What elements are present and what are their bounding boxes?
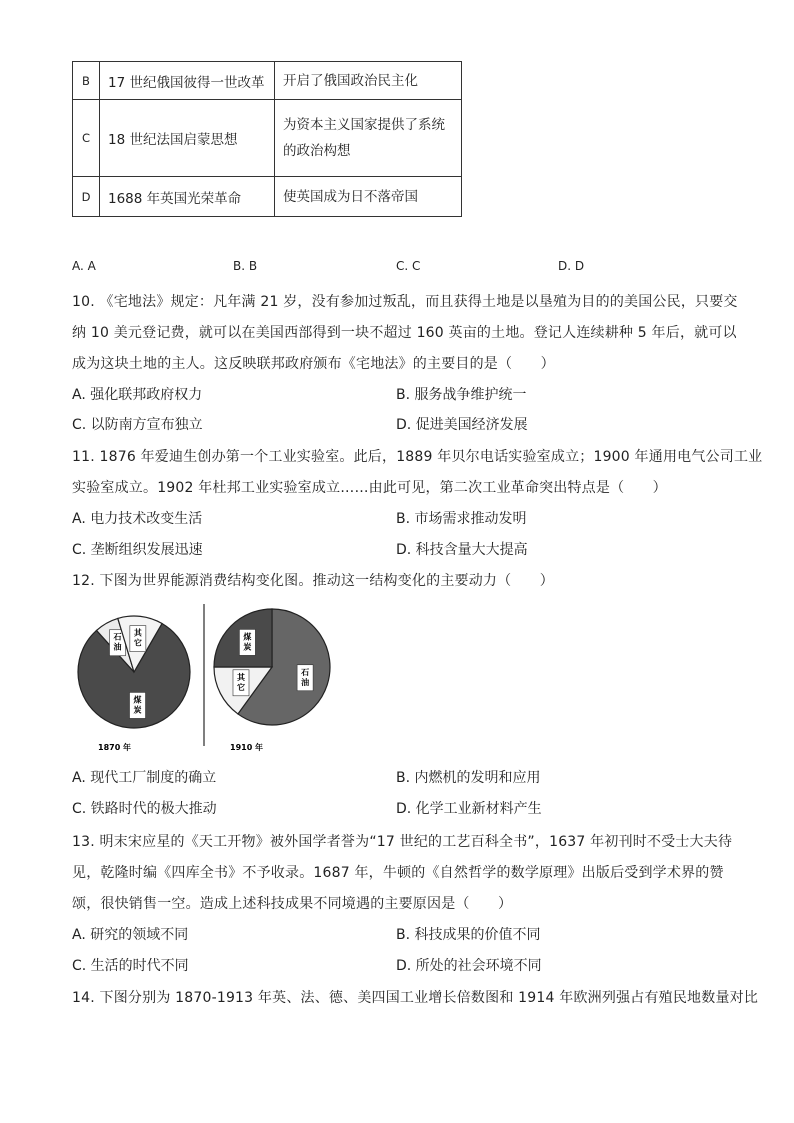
q12-choice-d: D. 化学工业新材料产生 — [396, 801, 542, 817]
pie-1910 — [214, 609, 330, 725]
options-table — [72, 61, 462, 217]
q10-choice-a: A. 强化联邦政府权力 — [72, 387, 203, 403]
q10-line-1: 10. 《宅地法》规定：凡年满 21 岁，没有参加过叛乱，而且获得土地是以垦殖为目的的美国公民，只要交 — [72, 294, 738, 310]
q13-line-3: 颂，很快销售一空。造成上述科技成果不同境遇的主要原因是（ ） — [72, 896, 513, 912]
row-effect: 开启了俄国政治民主化 — [275, 62, 462, 100]
table-row — [73, 177, 462, 217]
pie-1910-title: 1910 年 — [230, 743, 264, 752]
energy-pie-charts — [72, 600, 342, 760]
q10-choice-d: D. 促进美国经济发展 — [396, 417, 528, 433]
pie-1870-title: 1870 年 — [98, 743, 132, 752]
q10-line-2: 纳 10 美元登记费，就可以在美国西部得到一块不超过 160 英亩的土地。登记人连续耕种 5 年后，就可以 — [72, 325, 737, 341]
q11-line-1: 11. 1876 年爱迪生创办第一个工业实验室。此后，1889 年贝尔电话实验室成立；1900 年通用电气公司工业 — [72, 449, 763, 465]
q9-choice-b: B. B — [233, 259, 258, 273]
q9-choice-d: D. D — [558, 259, 585, 273]
q13-choice-c: C. 生活的时代不同 — [72, 958, 189, 974]
q14-line-1: 14. 下图分别为 1870-1913 年英、法、德、美四国工业增长倍数图和 1914 年欧洲列强占有殖民地数量对比 — [72, 990, 759, 1006]
q9-choice-a: A. A — [72, 259, 96, 273]
q11-choice-c: C. 垄断组织发展迅速 — [72, 542, 203, 558]
q10-line-3: 成为这块土地的主人。这反映联邦政府颁布《宅地法》的主要目的是（ ） — [72, 356, 555, 372]
pie-1870 — [78, 616, 190, 728]
q10-choice-b: B. 服务战争维护统一 — [396, 387, 527, 403]
pie-slice-label: 煤炭 — [243, 632, 252, 652]
q13-choice-d: D. 所处的社会环境不同 — [396, 958, 542, 974]
q11-choice-a: A. 电力技术改变生活 — [72, 511, 203, 527]
q13-line-2: 见，乾隆时编《四库全书》不予收录。1687 年，牛顿的《自然哲学的数学原理》出版后受到学术界的赞 — [72, 865, 724, 881]
q12-choice-b: B. 内燃机的发明和应用 — [396, 770, 541, 786]
q9-choice-c: C. C — [396, 259, 421, 273]
pie-slice-label: 其它 — [236, 672, 245, 692]
pie-slice-label: 石油 — [113, 632, 122, 652]
row-event: 1688 年英国光荣革命 — [100, 177, 275, 217]
row-effect: 为资本主义国家提供了系统的政治构想 — [275, 100, 462, 177]
pie-slice-label: 石油 — [301, 667, 310, 687]
q13-choice-a: A. 研究的领域不同 — [72, 927, 189, 943]
q11-line-2: 实验室成立。1902 年杜邦工业实验室成立……由此可见，第二次工业革命突出特点是（ ） — [72, 480, 667, 496]
row-effect: 使英国成为日不落帝国 — [275, 177, 462, 217]
table-row — [73, 100, 462, 177]
pie-slice-label: 煤炭 — [133, 695, 142, 715]
q10-choice-c: C. 以防南方宣布独立 — [72, 417, 203, 433]
q12-choice-a: A. 现代工厂制度的确立 — [72, 770, 217, 786]
q11-choice-d: D. 科技含量大大提高 — [396, 542, 528, 558]
q13-line-1: 13. 明末宋应星的《天工开物》被外国学者誉为“17 世纪的工艺百科全书”，1637 年初刊时不受士大夫待 — [72, 834, 733, 850]
row-event: 18 世纪法国启蒙思想 — [100, 100, 275, 177]
row-letter: D — [73, 177, 100, 217]
q12-line-1: 12. 下图为世界能源消费结构变化图。推动这一结构变化的主要动力（ ） — [72, 573, 554, 589]
row-event: 17 世纪俄国彼得一世改革 — [100, 62, 275, 100]
row-letter: C — [73, 100, 100, 177]
row-letter: B — [73, 62, 100, 100]
q11-choice-b: B. 市场需求推动发明 — [396, 511, 527, 527]
table-row — [73, 62, 462, 100]
q13-choice-b: B. 科技成果的价值不同 — [396, 927, 541, 943]
q12-choice-c: C. 铁路时代的极大推动 — [72, 801, 217, 817]
pie-slice-label: 其它 — [133, 628, 142, 648]
